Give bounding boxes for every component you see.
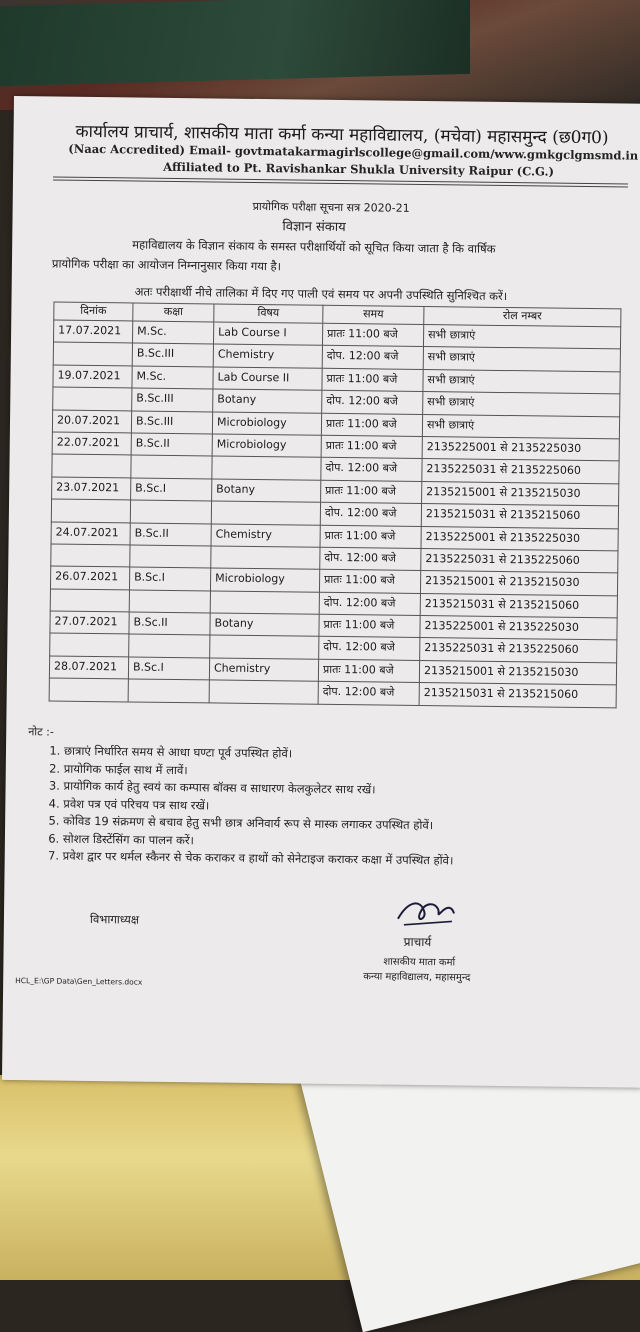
cell-roll: सभी छात्राएं — [422, 414, 619, 439]
cell-class — [129, 590, 210, 613]
cell-roll: 2135215001 से 2135215030 — [419, 660, 616, 685]
note-item: 3. प्रायोगिक कार्य हेतु स्वयं का कम्पास बॉक्स व साधारण केलकुलेटर साथ रखें। — [63, 778, 454, 800]
cell-subject: Botany — [212, 479, 321, 503]
header-subject: विषय — [214, 304, 323, 323]
cell-class — [128, 679, 209, 702]
cell-roll: 2135215031 से 2135215060 — [419, 683, 616, 708]
cell-class: B.Sc.II — [129, 612, 210, 635]
cell-date: 26.07.2021 — [50, 566, 129, 589]
exam-schedule-table — [49, 301, 622, 708]
cell-subject: Microbiology — [212, 412, 321, 436]
cell-class: B.Sc.II — [131, 433, 212, 456]
background-desk-bottom — [0, 1075, 640, 1280]
institution-line-2: कन्या महाविद्यालय, महासमुन्द — [363, 971, 471, 984]
cell-subject — [210, 635, 319, 659]
cell-roll: 2135225001 से 2135225030 — [422, 436, 619, 461]
cell-date — [52, 454, 131, 477]
cell-date — [50, 633, 129, 656]
cell-date — [50, 589, 129, 612]
cell-class: M.Sc. — [132, 366, 213, 389]
cell-class — [130, 500, 211, 523]
cell-date: 27.07.2021 — [50, 611, 129, 634]
cell-roll: 2135215001 से 2135215030 — [422, 481, 619, 506]
background-desk-top — [0, 0, 640, 110]
notice-paragraph-3: अतः परीक्षार्थी नीचे तालिका में दिए गए पाली एवं समय पर अपनी उपस्थिति सुनिश्चित करें। — [134, 284, 508, 304]
cell-class: B.Sc.I — [131, 478, 212, 501]
cell-date: 23.07.2021 — [52, 477, 131, 500]
header-class: कक्षा — [133, 303, 214, 322]
file-path-footer: HCL_E:\GP Data\Gen_Letters.docx — [15, 976, 143, 987]
cell-subject — [212, 456, 321, 480]
cell-class — [131, 455, 212, 478]
cell-subject — [210, 591, 319, 615]
cell-subject: Botany — [210, 613, 319, 637]
cell-subject: Chemistry — [213, 344, 322, 368]
cell-subject: Lab Course I — [213, 322, 322, 346]
cell-class: B.Sc.III — [132, 343, 213, 366]
cell-subject: Lab Course II — [213, 367, 322, 391]
cell-time: दोप. 12:00 बजे — [320, 502, 421, 526]
notes-list — [33, 742, 455, 870]
office-heading: कार्यालय प्राचार्य, शासकीय माता कर्मा कन्या महाविद्यालय, (मचेवा) महासमुन्द (छ0ग0) — [75, 121, 609, 149]
cell-subject — [211, 501, 320, 525]
cell-subject: Microbiology — [210, 568, 319, 592]
cell-time: दोप. 12:00 बजे — [320, 547, 421, 571]
cell-date: 24.07.2021 — [51, 522, 130, 545]
note-item: 6. सोशल डिस्टेंसिंग का पालन करें। — [63, 830, 454, 852]
cell-time: दोप. 12:00 बजे — [322, 346, 423, 370]
cell-time: दोप. 12:00 बजे — [321, 458, 422, 482]
cell-roll: 2135225031 से 2135225060 — [422, 459, 619, 484]
cell-time: प्रातः 11:00 बजे — [319, 614, 420, 638]
cell-time: दोप. 12:00 बजे — [319, 637, 420, 661]
accreditation-email-line: (Naac Accredited) Email- govtmatakarmagirlscollege@gmail.com/www.gmkgclgmsmd.in — [68, 141, 639, 163]
principal-label: प्राचार्य — [403, 934, 432, 950]
cell-subject: Botany — [213, 389, 322, 413]
cell-date — [51, 499, 130, 522]
cell-date: 22.07.2021 — [52, 432, 131, 455]
cell-date: 17.07.2021 — [53, 320, 132, 343]
notice-document — [2, 96, 640, 1088]
cell-time: दोप. 12:00 बजे — [318, 682, 419, 706]
cell-roll: 2135215031 से 2135215060 — [421, 504, 618, 529]
cell-time: प्रातः 11:00 बजे — [320, 525, 421, 549]
cell-time: प्रातः 11:00 बजे — [319, 570, 420, 594]
note-item: 1. छात्राएं निर्धारित समय से आधा घण्टा पूर्व उपस्थित होवें। — [64, 743, 455, 765]
header-time: समय — [323, 305, 424, 324]
cell-time: प्रातः 11:00 बजे — [322, 323, 423, 347]
cell-class: B.Sc.III — [131, 411, 212, 434]
cell-date: 20.07.2021 — [52, 410, 131, 433]
cell-roll: 2135225001 से 2135225030 — [420, 616, 617, 641]
cell-class: M.Sc. — [132, 321, 213, 344]
note-item: 7. प्रवेश द्वार पर थर्मल स्कैनर से चेक कराकर व हाथों को सेनेटाइज कराकर कक्षा में उपस्थित होंवे। — [63, 848, 454, 870]
notice-title: प्रायोगिक परीक्षा सूचना सत्र 2020-21 — [252, 199, 410, 215]
cell-date — [49, 678, 128, 701]
cell-date: 28.07.2021 — [49, 656, 128, 679]
cell-subject: Microbiology — [212, 434, 321, 458]
notice-paragraph-1: महाविद्यालय के विज्ञान संकाय के समस्त परीक्षार्थियों को सूचित किया जाता है कि वार्षिक — [132, 237, 496, 256]
cell-class: B.Sc.III — [132, 388, 213, 411]
cell-class: B.Sc.II — [130, 522, 211, 545]
note-item: 5. कोविड 19 संक्रमण से बचाव हेतु सभी छात्र अनिवार्य रूप से मास्क लगाकर उपस्थित होवें। — [63, 813, 454, 835]
notes-heading: नोट :- — [28, 725, 54, 739]
cell-class: B.Sc.I — [129, 567, 210, 590]
cell-roll: सभी छात्राएं — [423, 392, 620, 417]
cell-roll: सभी छात्राएं — [423, 369, 620, 394]
cell-date — [51, 544, 130, 567]
cell-time: दोप. 12:00 बजे — [322, 390, 423, 414]
cell-class — [130, 545, 211, 568]
cell-time: दोप. 12:00 बजे — [319, 592, 420, 616]
header-roll-number: रोल नम्बर — [424, 307, 621, 327]
cell-roll: 2135225031 से 2135225060 — [420, 638, 617, 663]
cell-date — [53, 387, 132, 410]
cell-class — [129, 634, 210, 657]
cell-date: 19.07.2021 — [53, 365, 132, 388]
cell-roll: 2135225001 से 2135225030 — [421, 526, 618, 551]
cell-time: प्रातः 11:00 बजे — [321, 413, 422, 437]
affiliation-line: Affiliated to Pt. Ravishankar Shukla University Raipur (C.G.) — [163, 159, 555, 179]
institution-line-1: शासकीय माता कर्मा — [383, 956, 456, 969]
cell-date — [53, 342, 132, 365]
note-item: 2. प्रायोगिक फाईल साथ में लावें। — [64, 760, 455, 782]
cell-class: B.Sc.I — [128, 657, 209, 680]
cell-subject — [211, 546, 320, 570]
header-date: दिनांक — [54, 302, 133, 321]
cell-time: प्रातः 11:00 बजे — [318, 659, 419, 683]
cell-time: प्रातः 11:00 बजे — [322, 368, 423, 392]
note-item: 4. प्रवेश पत्र एवं परिचय पत्र साथ रखें। — [63, 795, 454, 817]
notice-paragraph-2: प्रायोगिक परीक्षा का आयोजन निम्नानुसार किया गया है। — [51, 256, 282, 274]
cell-roll: 2135225031 से 2135225060 — [421, 548, 618, 573]
cell-time: प्रातः 11:00 बजे — [321, 435, 422, 459]
cell-roll: सभी छात्राएं — [423, 347, 620, 372]
cell-subject — [209, 680, 318, 704]
cell-subject: Chemistry — [211, 523, 320, 547]
cell-roll: 2135215001 से 2135215030 — [420, 571, 617, 596]
cell-subject: Chemistry — [209, 658, 318, 682]
principal-signature — [394, 893, 464, 934]
hod-signature-label: विभागाध्यक्ष — [89, 911, 140, 927]
background-mat — [0, 0, 470, 86]
cell-roll: 2135215031 से 2135215060 — [420, 593, 617, 618]
cell-roll: सभी छात्राएं — [423, 325, 620, 350]
cell-time: प्रातः 11:00 बजे — [321, 480, 422, 504]
faculty-name: विज्ञान संकाय — [282, 219, 346, 236]
